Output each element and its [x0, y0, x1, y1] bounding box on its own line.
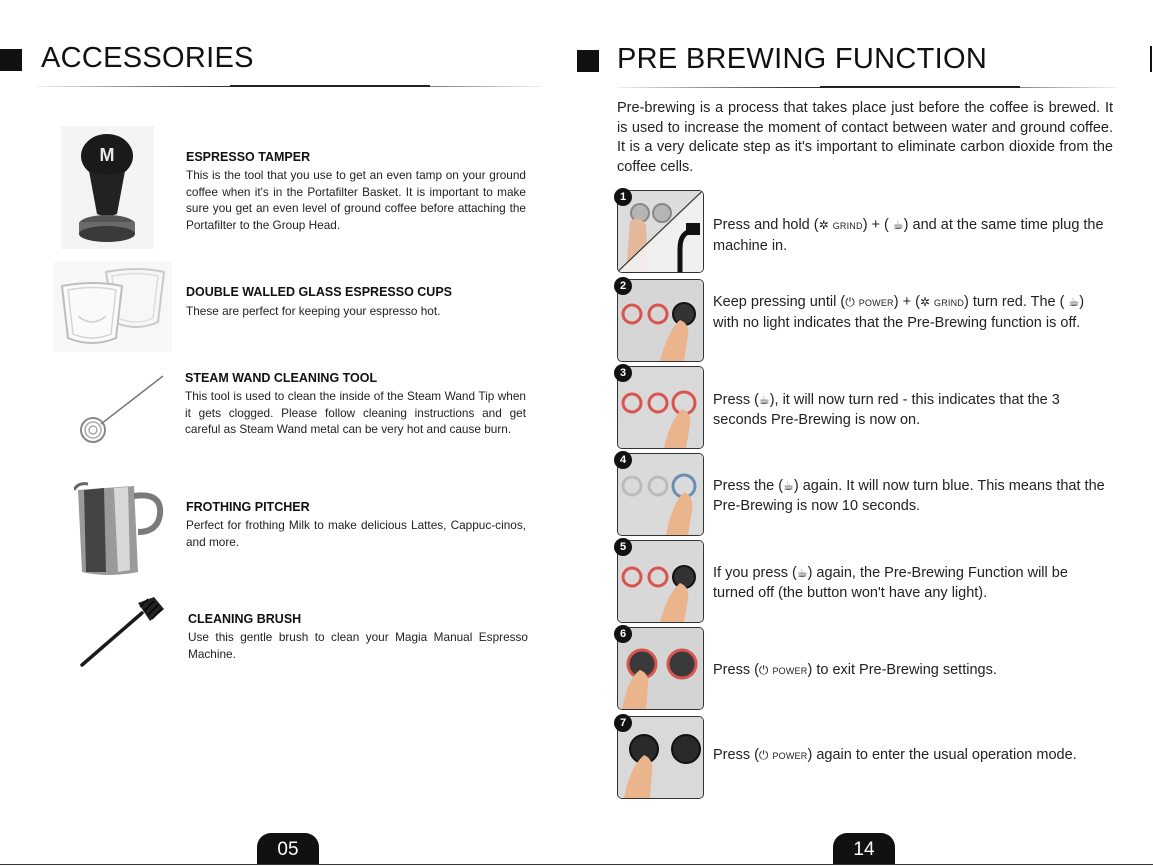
accessory-title: ESPRESSO TAMPER: [186, 150, 311, 164]
step-number: 2: [614, 277, 632, 295]
step-number: 1: [614, 188, 632, 206]
grind-icon: ✲: [919, 295, 930, 309]
step-text: Press (☕), it will now turn red - this indicates that the 3 seconds Pre-Brewing is now on.: [713, 392, 1060, 428]
step-number: 6: [614, 625, 632, 643]
frothing-pitcher-image: [74, 480, 164, 576]
accessory-title: DOUBLE WALLED GLASS ESPRESSO CUPS: [186, 285, 453, 299]
step-text: Keep pressing until (⏻ POWER) + (✲ GRIND) turn red. The ( ☕) with no light indicates that the Pre-Brewing function is off.: [713, 294, 1085, 331]
step-text: Press the (☕) again. It will now turn blue. This means that the Pre-Brewing is now 10 seconds.: [713, 478, 1105, 514]
step-number: 4: [614, 451, 632, 469]
grind-label: GRIND: [934, 298, 965, 308]
step-number: 3: [614, 364, 632, 382]
accessory-description: This is the tool that you use to get an even tamp on your ground coffee when it's in the Portafilter Basket. It is important to make sure you get an even level of ground coffee before attaching the Portafilter to the Group Head.: [186, 168, 526, 232]
heading-rule-accent: [820, 86, 1020, 88]
accessory-title: STEAM WAND CLEANING TOOL: [185, 371, 378, 385]
tamper-logo: M: [99, 145, 115, 165]
grind-label: GRIND: [832, 221, 863, 231]
accessory-description: These are perfect for keeping your espresso hot.: [186, 304, 441, 318]
step-number: 5: [614, 538, 632, 556]
intro-paragraph: Pre-brewing is a process that takes place just before the coffee is brewed. It is used to increase the moment of contact between water and ground coffee. It is a very delicate step as it's important to eliminate carbon dioxide from the coffee cells.: [617, 100, 1113, 175]
power-label: POWER: [772, 751, 808, 761]
steam-wand-cleaning-tool-image: [75, 372, 165, 448]
page-number: 05: [257, 833, 319, 865]
heading-rule-accent: [230, 85, 430, 87]
step-text: Press and hold (✲ GRIND) + ( ☕) and at the same time plug the machine in.: [713, 217, 1104, 254]
cleaning-brush-image: [78, 593, 168, 669]
accessory-title: FROTHING PITCHER: [186, 500, 310, 514]
glass-cups-image: [54, 262, 172, 352]
espresso-tamper-image: [61, 126, 154, 249]
power-icon: ⏻: [758, 663, 769, 677]
step-text: Press (⏻ POWER) to exit Pre-Brewing settings.: [713, 662, 997, 678]
power-label: POWER: [858, 298, 894, 308]
step-text: Press (⏻ POWER) again to enter the usual operation mode.: [713, 747, 1077, 763]
step-text: If you press (☕) again, the Pre-Brewing Function will be turned off (the button won't have any light).: [713, 565, 1068, 601]
step-number: 7: [614, 714, 632, 732]
section-marker: [577, 50, 599, 72]
coffee-cup-icon: ☕: [796, 566, 808, 580]
coffee-cup-icon: ☕: [783, 479, 794, 493]
power-label: POWER: [772, 666, 808, 676]
coffee-cup-icon: ☕: [758, 393, 770, 407]
coffee-cup-icon: ☕: [892, 218, 904, 232]
power-icon: ⏻: [845, 295, 855, 309]
accessory-description: Use this gentle brush to clean your Magia Manual Espresso Machine.: [188, 630, 528, 661]
section-marker: [0, 49, 22, 71]
page-number: 14: [833, 833, 895, 865]
accessories-heading: ACCESSORIES: [41, 42, 254, 74]
coffee-cup-icon: ☕: [1068, 295, 1080, 309]
accessory-description: This tool is used to clean the inside of the Steam Wand Tip when it gets clogged. Please follow cleaning instructions and get careful as Steam Wand metal can be very hot and cause burn.: [185, 389, 526, 436]
grind-icon: ✲: [818, 218, 829, 232]
power-icon: ⏻: [758, 748, 769, 762]
accessory-description: Perfect for frothing Milk to make delicious Lattes, Cappuc-cinos, and more.: [186, 518, 526, 549]
right-edge-bar: [1150, 46, 1152, 72]
pre-brewing-heading: PRE BREWING FUNCTION: [617, 43, 988, 75]
accessory-title: CLEANING BRUSH: [188, 612, 302, 626]
